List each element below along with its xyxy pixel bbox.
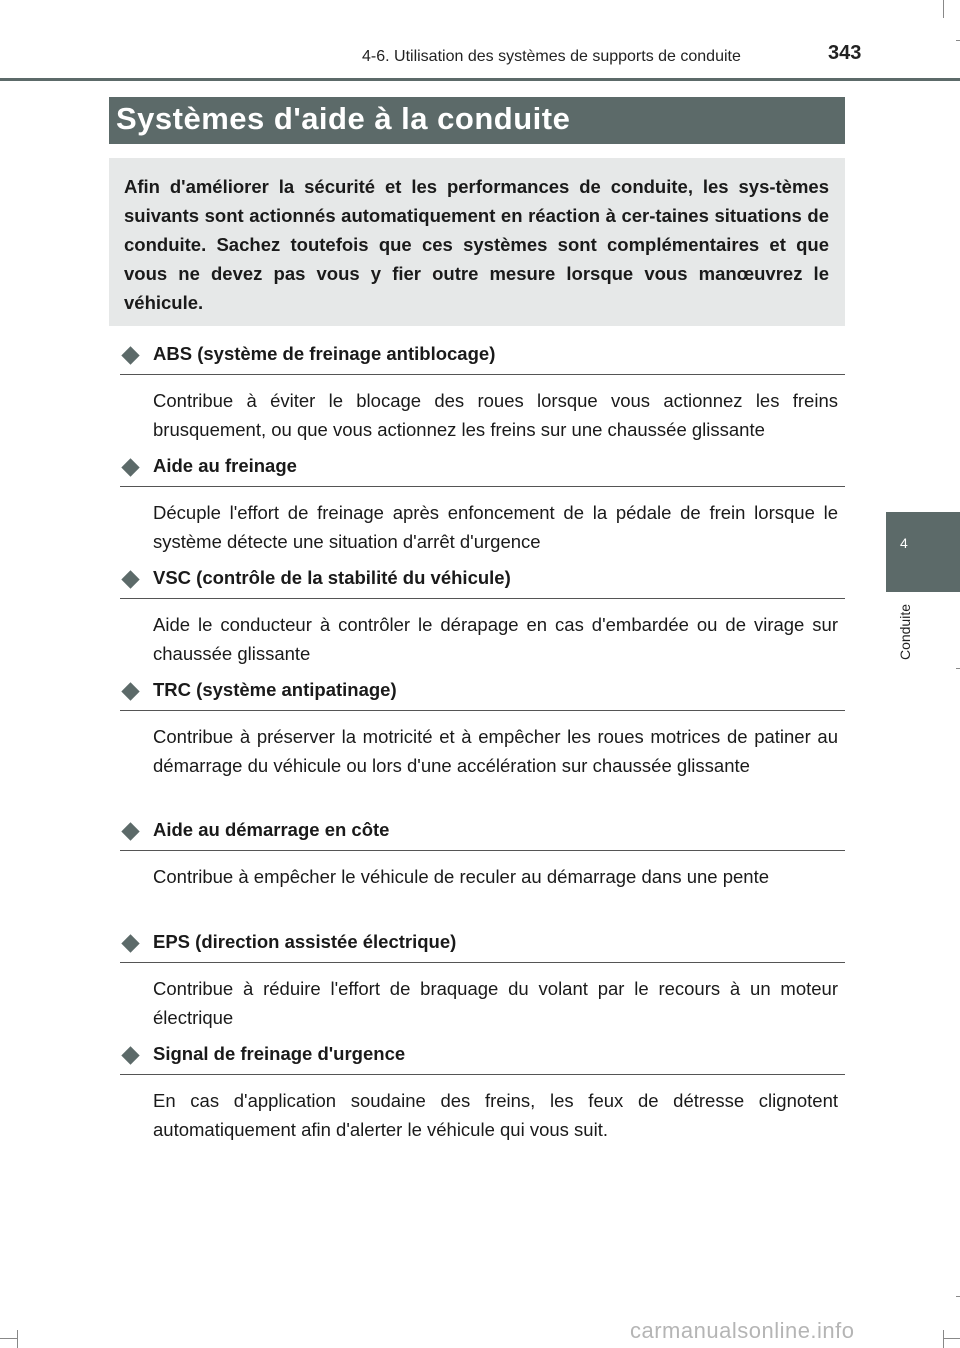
- feature-title: Aide au freinage: [153, 455, 297, 476]
- feature-description: Contribue à empêcher le véhicule de reculer au démarrage dans une pente: [153, 866, 770, 887]
- feature-title: VSC (contrôle de la stabilité du véhicule): [153, 567, 511, 588]
- feature-title: Aide au démarrage en côte: [153, 819, 390, 840]
- feature-item: [120, 568, 845, 668]
- page-number: 343: [828, 42, 862, 64]
- feature-title: Signal de freinage d'urgence: [153, 1043, 406, 1064]
- feature-description: Aide le conducteur à contrôler le dérapage en cas d'embardée ou de virage sur chaussée glissante: [153, 614, 838, 664]
- header-divider: [0, 78, 960, 81]
- feature-title: ABS (système de freinage antiblocage): [153, 343, 496, 364]
- crop-mark: [943, 1338, 960, 1339]
- feature-item: [120, 456, 845, 556]
- crop-mark: [0, 1338, 18, 1339]
- feature-description: Contribue à éviter le blocage des roues lorsque vous actionnez les freins brusquement, ou que vous actionnez les freins sur une chaussée glissante: [153, 390, 838, 440]
- feature-title: EPS (direction assistée électrique): [153, 931, 457, 952]
- crop-mark: [943, 1330, 944, 1348]
- feature-header: [120, 456, 845, 487]
- feature-description: Contribue à préserver la motricité et à empêcher les roues motrices de patiner au démarrage du véhicule ou lors d'une accélération sur chaussée glissante: [153, 726, 838, 776]
- feature-header: [120, 932, 845, 963]
- diamond-bullet-icon: [121, 682, 139, 700]
- diamond-bullet-icon: [121, 934, 139, 952]
- diamond-bullet-icon: [121, 822, 139, 840]
- chapter-number: 4: [900, 535, 908, 551]
- feature-item: [120, 680, 845, 780]
- crop-mark: [17, 1330, 18, 1348]
- diamond-bullet-icon: [121, 570, 139, 588]
- feature-description: Contribue à réduire l'effort de braquage du volant par le recours à un moteur électrique: [153, 978, 838, 1028]
- diamond-bullet-icon: [121, 1046, 139, 1064]
- feature-header: [120, 1044, 845, 1075]
- feature-title: TRC (système antipatinage): [153, 679, 397, 700]
- chapter-tab[interactable]: [886, 512, 960, 592]
- feature-description: En cas d'application soudaine des freins, les feux de détresse clignotent automatiquement afin d'alerter le véhicule qui vous suit.: [153, 1090, 838, 1140]
- diamond-bullet-icon: [121, 458, 139, 476]
- feature-header: [120, 820, 845, 851]
- crop-mark: [956, 1296, 960, 1297]
- page-header: [0, 0, 960, 80]
- feature-item: [120, 344, 845, 444]
- feature-header: [120, 680, 845, 711]
- section-title: 4-6. Utilisation des systèmes de supports de conduite: [362, 48, 741, 65]
- feature-item: [120, 932, 845, 1032]
- intro-text: Afin d'améliorer la sécurité et les performances de conduite, les sys-tèmes suivants sont actionnés automatiquement en réaction à cer-taines situations de conduite. Sachez toutefois que ces systèmes sont complémentaires et que vous ne devez pas vous y fier outre mesure lorsque vous manœuvrez le véhicule.: [124, 176, 829, 313]
- crop-mark: [943, 0, 944, 18]
- page-title: Systèmes d'aide à la conduite: [116, 101, 571, 136]
- feature-item: [120, 820, 845, 891]
- crop-mark: [956, 40, 960, 41]
- chapter-label: Conduite: [897, 604, 913, 661]
- watermark: carmanualsonline.info: [630, 1318, 855, 1343]
- feature-item: [120, 1044, 845, 1144]
- feature-header: [120, 568, 845, 599]
- crop-mark: [956, 668, 960, 669]
- feature-header: [120, 344, 845, 375]
- diamond-bullet-icon: [121, 346, 139, 364]
- feature-description: Décuple l'effort de freinage après enfoncement de la pédale de frein lorsque le système détecte une situation d'arrêt d'urgence: [153, 502, 838, 552]
